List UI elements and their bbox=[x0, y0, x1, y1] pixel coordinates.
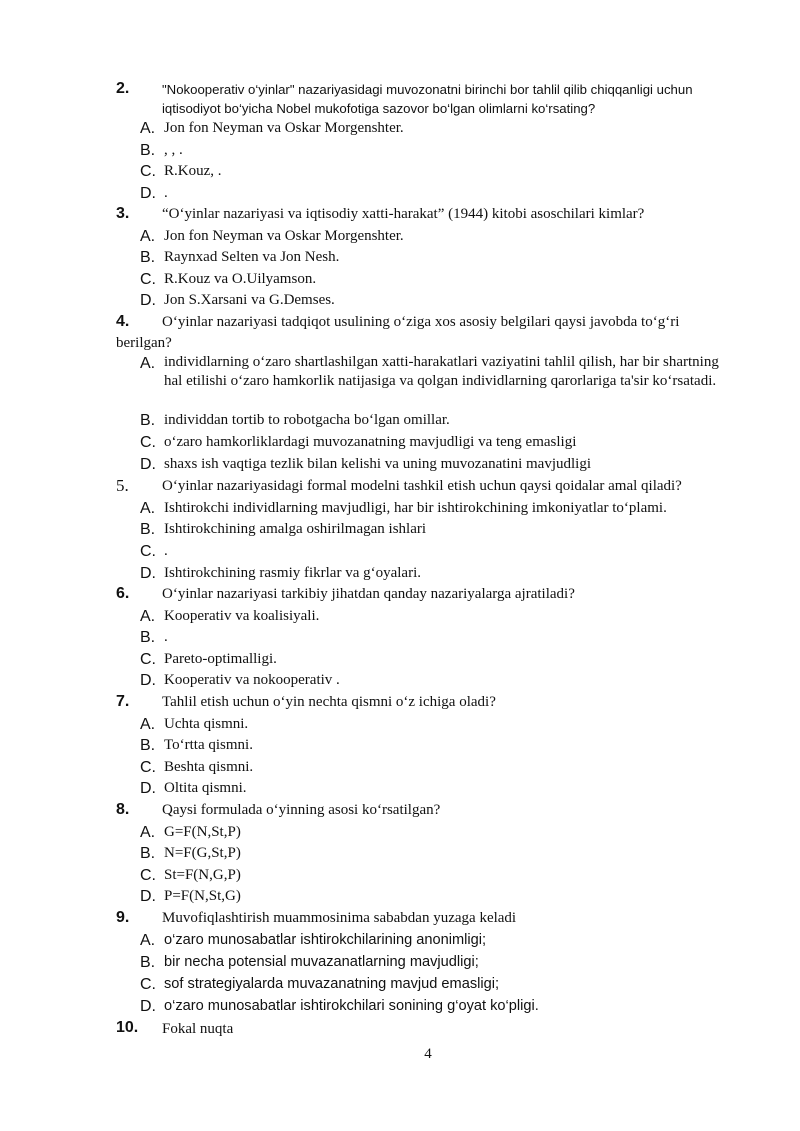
option-letter: A. bbox=[140, 228, 156, 245]
page-number: 4 bbox=[424, 1046, 432, 1062]
option-text: individlarning o‘zaro shartlashilgan xatti-harakatlari vaziyatini tahlil qilish, har bir shartning hal etilishi o‘zaro hamkorlik natijasiga va qolgan individlarning qarorlariga ta'sir ko‘rsatadi. bbox=[164, 354, 719, 389]
option-text: Uchta qismni. bbox=[164, 716, 249, 732]
option-text: Raynxad Selten va Jon Nesh. bbox=[164, 249, 340, 265]
option-letter: B. bbox=[140, 249, 156, 266]
question-text: Fokal nuqta bbox=[162, 1021, 234, 1037]
option-letter: B. bbox=[140, 737, 156, 754]
option-text: R.Kouz, . bbox=[164, 163, 222, 179]
question-number: 4. bbox=[116, 313, 130, 330]
option-letter: D. bbox=[140, 672, 156, 689]
option-letter: D. bbox=[140, 292, 156, 309]
question-number: 2. bbox=[116, 80, 130, 97]
question-text: "Nokooperativ o‘yinlar" nazariyasidagi muvozonatni birinchi bor tahlil qilib chiqqanligi uchun iqtisodiyot bo‘yicha Nobel mukofotiga sazovor bo‘lgan olimlarni ko‘rsating? bbox=[162, 82, 693, 116]
option-letter: D. bbox=[140, 998, 156, 1015]
question-text: Qaysi formulada o‘yinning asosi ko‘rsatilgan? bbox=[162, 802, 441, 818]
question-text: “O‘yinlar nazariyasi va iqtisodiy xatti-harakat” (1944) kitobi asoschilari kimlar? bbox=[162, 206, 645, 222]
option-letter: C. bbox=[140, 271, 156, 288]
option-text: To‘rtta qismni. bbox=[164, 737, 253, 753]
option-text: Ishtirokchining amalga oshirilmagan ishlari bbox=[164, 521, 427, 537]
question-text: O‘yinlar nazariyasi tadqiqot usulining o‘ziga xos asosiy belgilari qaysi javobda to‘g‘ri berilgan? bbox=[116, 314, 680, 351]
option-text: bir necha potensial muvazanatlarning mavjudligi; bbox=[164, 954, 479, 970]
option-letter: C. bbox=[140, 759, 156, 776]
question-text: O‘yinlar nazariyasi tarkibiy jihatdan qanday nazariyalarga ajratiladi? bbox=[162, 586, 575, 602]
question-text: Muvofiqlashtirish muammosinima sababdan yuzaga keladi bbox=[162, 910, 517, 926]
option-text: Ishtirokchining rasmiy fikrlar va g‘oyalari. bbox=[164, 565, 422, 581]
question-number: 9. bbox=[116, 909, 130, 926]
question-number: 6. bbox=[116, 585, 130, 602]
option-letter: D. bbox=[140, 456, 156, 473]
option-text: sof strategiyalarda muvazanatning mavjud emasligi; bbox=[164, 976, 500, 992]
option-letter: C. bbox=[140, 867, 156, 884]
option-text: Beshta qismni. bbox=[164, 759, 254, 775]
option-text: Kooperativ va koalisiyali. bbox=[164, 608, 320, 624]
option-letter: B. bbox=[140, 629, 156, 646]
option-letter: A. bbox=[140, 716, 156, 733]
option-text: o‘zaro munosabatlar ishtirokchilari sonining g‘oyat ko‘pligi. bbox=[164, 998, 539, 1014]
option-text: N=F(G,St,P) bbox=[164, 845, 241, 861]
option-letter: D. bbox=[140, 780, 156, 797]
option-text: St=F(N,G,P) bbox=[164, 867, 241, 883]
option-letter: B. bbox=[140, 412, 156, 429]
question-text: O‘yinlar nazariyasidagi formal modelni tashkil etish uchun qaysi qoidalar amal qiladi? bbox=[162, 478, 682, 494]
option-text: , , . bbox=[164, 142, 183, 158]
option-text: P=F(N,St,G) bbox=[164, 888, 241, 904]
question-number: 7. bbox=[116, 693, 130, 710]
option-text: Kooperativ va nokooperativ . bbox=[164, 672, 340, 688]
option-text: shaxs ish vaqtiga tezlik bilan kelishi va uning muvozanatini mavjudligi bbox=[164, 456, 592, 472]
option-letter: C. bbox=[140, 976, 156, 993]
option-letter: D. bbox=[140, 888, 156, 905]
option-text: Ishtirokchi individlarning mavjudligi, har bir ishtirokchining imkoniyatlar to‘plami. bbox=[164, 500, 667, 516]
option-text: R.Kouz va O.Uilyamson. bbox=[164, 271, 317, 287]
option-letter: C. bbox=[140, 163, 156, 180]
option-text: Jon fon Neyman va Oskar Morgenshter. bbox=[164, 120, 404, 136]
option-letter: D. bbox=[140, 185, 156, 202]
option-letter: D. bbox=[140, 565, 156, 582]
option-letter: A. bbox=[140, 500, 156, 517]
option-letter: A. bbox=[140, 824, 156, 841]
option-text: . bbox=[164, 185, 168, 201]
option-text: G=F(N,St,P) bbox=[164, 824, 241, 840]
question-number: 5. bbox=[116, 476, 129, 495]
option-letter: B. bbox=[140, 521, 156, 538]
option-letter: C. bbox=[140, 434, 156, 451]
option-letter: B. bbox=[140, 845, 156, 862]
question-number: 3. bbox=[116, 205, 130, 222]
option-text: Oltita qismni. bbox=[164, 780, 247, 796]
option-text: Jon fon Neyman va Oskar Morgenshter. bbox=[164, 228, 404, 244]
option-letter: A. bbox=[140, 932, 156, 949]
option-text: . bbox=[164, 629, 168, 645]
option-letter: B. bbox=[140, 142, 156, 159]
option-text: . bbox=[164, 543, 168, 559]
question-number: 8. bbox=[116, 801, 130, 818]
option-text: individdan tortib to robotgacha bo‘lgan omillar. bbox=[164, 412, 450, 428]
option-letter: A. bbox=[140, 608, 156, 625]
option-letter: B. bbox=[140, 954, 156, 971]
option-letter: A. bbox=[140, 355, 156, 372]
option-letter: A. bbox=[140, 120, 156, 137]
question-number: 10. bbox=[116, 1019, 139, 1036]
option-text: o‘zaro munosabatlar ishtirokchilarining anonimligi; bbox=[164, 932, 487, 948]
option-text: o‘zaro hamkorliklardagi muvozanatning mavjudligi va teng emasligi bbox=[164, 434, 577, 450]
option-text: Pareto-optimalligi. bbox=[164, 651, 277, 667]
option-text: Jon S.Xarsani va G.Demses. bbox=[164, 292, 335, 308]
option-letter: C. bbox=[140, 543, 156, 560]
option-letter: C. bbox=[140, 651, 156, 668]
question-text: Tahlil etish uchun o‘yin nechta qismni o‘z ichiga oladi? bbox=[162, 694, 496, 710]
